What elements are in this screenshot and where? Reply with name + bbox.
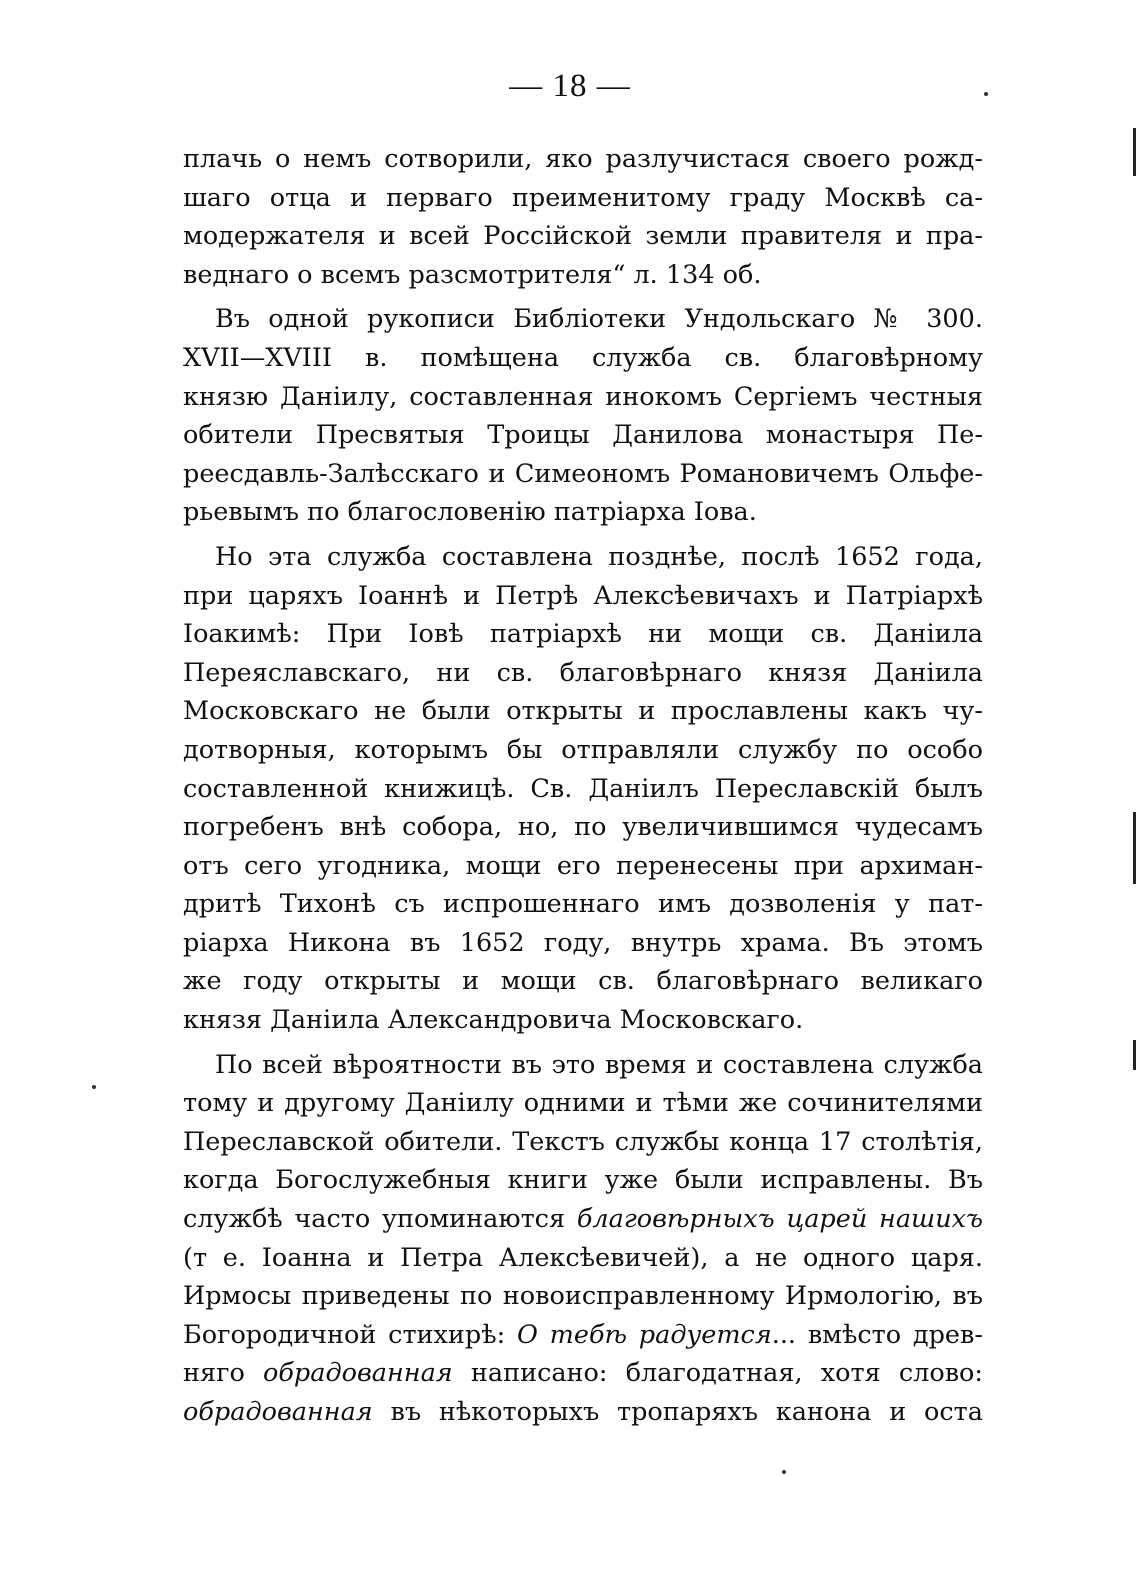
text-line: тому и другому Данiилу одними и тѣми же сочинителями bbox=[183, 1088, 983, 1119]
text-line: плачь о немъ сотворили, яко разлучистася своего рожд- bbox=[183, 144, 983, 174]
text-line: составленной книжицѣ. Св. Данiилъ Переславскiй былъ bbox=[183, 773, 983, 804]
text-line: реесдавль-Залѣсскаго и Симеономъ Романовичемъ Ольфе- bbox=[183, 458, 983, 489]
text-line: Московскаго не были открыты и прославлены какъ чу- bbox=[183, 696, 983, 727]
scan-edge-mark bbox=[1133, 128, 1136, 176]
text-line: отъ сего угодника, мощи его перенесены при архиман- bbox=[183, 850, 983, 881]
paragraph-1 bbox=[183, 140, 983, 294]
text-line: шаго отца и перваго преименитому граду Москвѣ са- bbox=[183, 182, 983, 213]
text-line: при царяхъ Iоаннѣ и Петрѣ Алексѣевичахъ и Патрiархѣ bbox=[183, 580, 983, 611]
text-line: Ирмосы приведены по новоисправленному Ирмологiю, въ bbox=[183, 1281, 983, 1312]
scan-speck bbox=[984, 92, 988, 96]
text-line: (т е. Iоанна и Петра Алексѣевичей), а не одного царя. bbox=[183, 1242, 983, 1273]
paragraph-3 bbox=[183, 538, 983, 1040]
body-text bbox=[183, 140, 983, 1432]
text-run: въ нѣкоторыхъ тропаряхъ канона и оста bbox=[372, 1397, 983, 1427]
text-line: Iоакимѣ: При Iовѣ патрiархѣ ни мощи св. Данiила bbox=[183, 619, 983, 650]
scan-edge-mark bbox=[1133, 812, 1136, 884]
italic-quote: благовѣрныхъ царей нашихъ bbox=[576, 1204, 983, 1235]
text-run: написано: благодатная, хотя слово: bbox=[452, 1358, 984, 1389]
scan-edge-mark bbox=[1133, 1040, 1136, 1070]
text-line: По всей вѣроятности въ это время и составлена служба bbox=[215, 1049, 983, 1080]
text-line bbox=[183, 1316, 983, 1355]
text-line: погребенъ внѣ собора, но, по увеличившимся чудесамъ bbox=[183, 812, 983, 843]
text-line: веднаго о всемъ разсмотрителя“ л. 134 об. bbox=[183, 259, 762, 290]
text-run: ... вмѣсто древ- bbox=[771, 1319, 983, 1350]
scan-speck bbox=[92, 1085, 96, 1089]
page-number: — 18 — bbox=[509, 68, 631, 104]
text-line: князя Данiила Александровича Московскаго. bbox=[183, 1005, 804, 1036]
text-line: рiарха Никона въ 1652 году, внутрь храма. Въ этомъ bbox=[183, 927, 983, 958]
text-line: Но эта служба составлена позднѣе, послѣ 1652 года, bbox=[215, 541, 983, 572]
text-line: Переславской обители. Текстъ службы конца 17 столѣтiя, bbox=[183, 1126, 983, 1157]
text-line bbox=[183, 1393, 983, 1432]
text-line: Переяславскаго, ни св. благовѣрнаго князя Данiила bbox=[183, 657, 983, 688]
paragraph-2 bbox=[183, 300, 983, 532]
italic-quote: обрадованная bbox=[263, 1358, 453, 1389]
text-run: службѣ часто упоминаются bbox=[183, 1204, 577, 1235]
text-line: дритѣ Тихонѣ съ испрошеннаго имъ дозволенiя у пат- bbox=[183, 889, 983, 920]
text-line: модержателя и всей Россiйской земли правителя и пра- bbox=[183, 221, 983, 252]
text-line: князю Данiилу, составленная инокомъ Сергiемъ честныя bbox=[183, 381, 983, 412]
text-line: Въ одной рукописи Библiотеки Ундольскаго № 300. bbox=[215, 304, 983, 335]
paragraph-4 bbox=[183, 1046, 983, 1432]
italic-quote: О тебѣ радуется bbox=[517, 1319, 772, 1350]
italic-quote: обрадованная bbox=[183, 1397, 373, 1427]
text-line: дотворныя, которымъ бы отправляли службу по особо bbox=[183, 734, 983, 765]
text-line: рьевымъ по благословенiю патрiарха Iова. bbox=[183, 497, 757, 528]
text-run: Богородичной стихирѣ: bbox=[183, 1319, 517, 1350]
text-line: XVII—XVIII в. помѣщена служба св. благовѣрному bbox=[183, 342, 983, 373]
text-run: няго bbox=[183, 1358, 263, 1389]
text-line: когда Богослужебныя книги уже были исправлены. Въ bbox=[183, 1165, 983, 1196]
text-line: обители Пресвятыя Троицы Данилова монастыря Пе- bbox=[183, 420, 983, 451]
scan-speck bbox=[782, 1470, 786, 1474]
text-line: же году открыты и мощи св. благовѣрнаго великаго bbox=[183, 966, 983, 997]
text-line bbox=[183, 1354, 983, 1393]
text-line bbox=[183, 1200, 983, 1239]
